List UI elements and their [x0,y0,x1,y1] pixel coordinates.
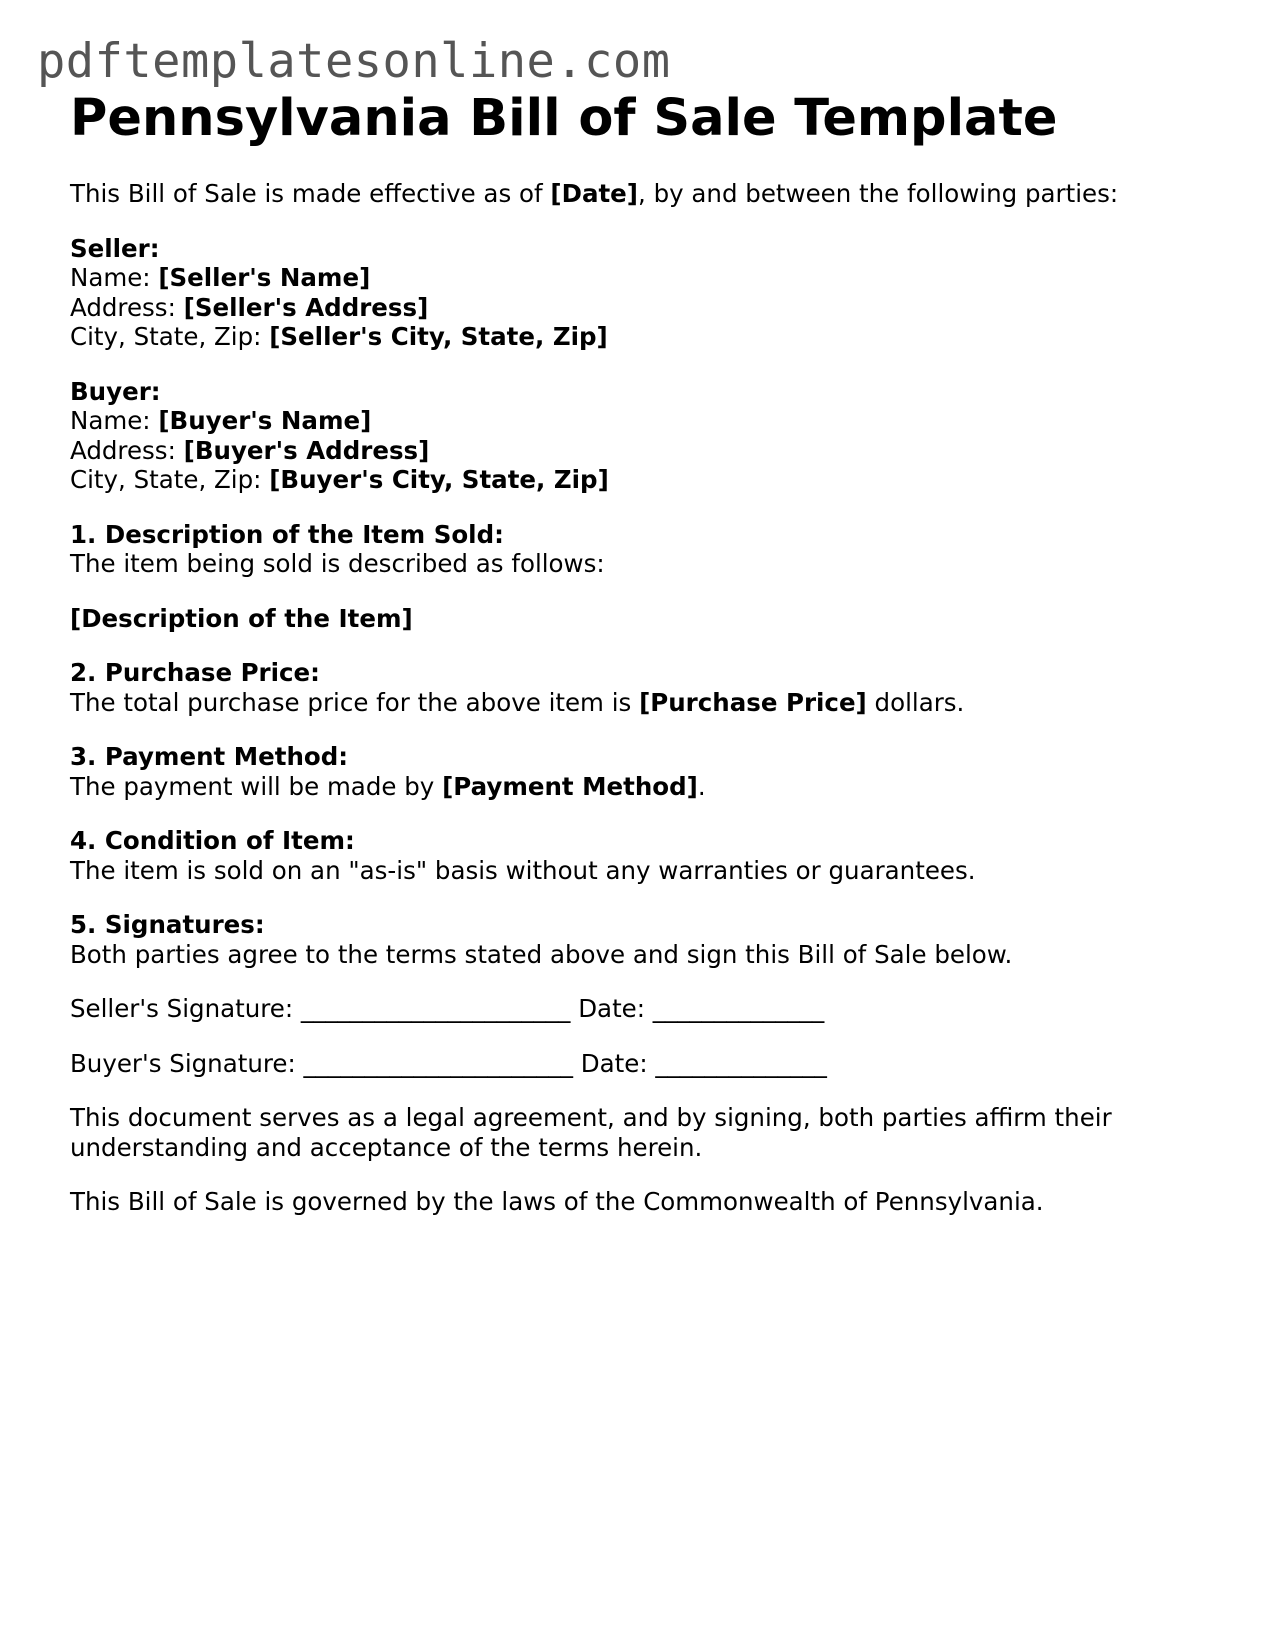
seller-address-placeholder: [Seller's Address] [183,292,429,322]
seller-csz-row: City, State, Zip: [Seller's City, State, Zip] [70,322,608,351]
description-placeholder: [Description of the Item] [70,603,413,633]
page-title: Pennsylvania Bill of Sale Template [70,89,1058,148]
section-payment-method-text: The payment will be made by [Payment Method]. [70,771,706,801]
section-purchase-price-heading: 2. Purchase Price: [70,658,320,687]
watermark: pdftemplatesonline.com [37,34,671,89]
buyer-csz-placeholder: [Buyer's City, State, Zip] [269,465,609,494]
section-description-heading: 1. Description of the Item Sold: [70,519,504,549]
buyer-csz-row: City, State, Zip: [Buyer's City, State, Zip] [70,465,609,494]
section-condition-text: The item is sold on an "as-is" basis without any warranties or guarantees. [70,855,976,885]
governing-law-paragraph: This Bill of Sale is governed by the laws of the Commonwealth of Pennsylvania. [70,1187,1044,1216]
seller-signature-line[interactable]: Seller's Signature: ______________________ Date: ______________ [70,994,825,1023]
intro-paragraph: This Bill of Sale is made effective as of [Date], by and between the following parties: [70,179,1119,208]
section-condition-heading: 4. Condition of Item: [70,826,355,855]
buyer-address-placeholder: [Buyer's Address] [183,435,430,465]
section-purchase-price-text: The total purchase price for the above item is [Purchase Price] dollars. [70,687,965,717]
section-description-text: The item being sold is described as follows: [70,549,605,578]
buyer-block [70,377,1220,495]
section-signatures [70,910,1220,969]
purchase-price-placeholder: [Purchase Price] [639,687,867,717]
buyer-heading: Buyer: [70,376,161,406]
seller-name-row: Name: [Seller's Name] [70,263,371,292]
seller-heading: Seller: [70,233,160,263]
section-payment-method [70,742,1220,801]
section-signatures-text: Both parties agree to the terms stated above and sign this Bill of Sale below. [70,939,1013,969]
seller-name-placeholder: [Seller's Name] [158,263,371,292]
section-signatures-heading: 5. Signatures: [70,910,265,939]
section-description [70,520,1220,634]
buyer-name-placeholder: [Buyer's Name] [158,406,372,435]
document-page [70,86,1220,1217]
buyer-address-row: Address: [Buyer's Address] [70,435,430,465]
legal-agreement-paragraph: This document serves as a legal agreement, and by signing, both parties affirm their understanding and acceptance of the terms herein. [70,1103,1112,1162]
seller-csz-placeholder: [Seller's City, State, Zip] [269,322,608,351]
payment-method-placeholder: [Payment Method] [442,771,698,801]
buyer-name-row: Name: [Buyer's Name] [70,406,372,435]
buyer-signature-line[interactable]: Buyer's Signature: ______________________ Date: ______________ [70,1048,827,1078]
section-purchase-price [70,658,1220,717]
seller-block [70,234,1220,352]
date-placeholder: [Date] [550,179,638,208]
seller-address-row: Address: [Seller's Address] [70,292,429,322]
section-condition [70,826,1220,885]
section-payment-method-heading: 3. Payment Method: [70,742,349,771]
